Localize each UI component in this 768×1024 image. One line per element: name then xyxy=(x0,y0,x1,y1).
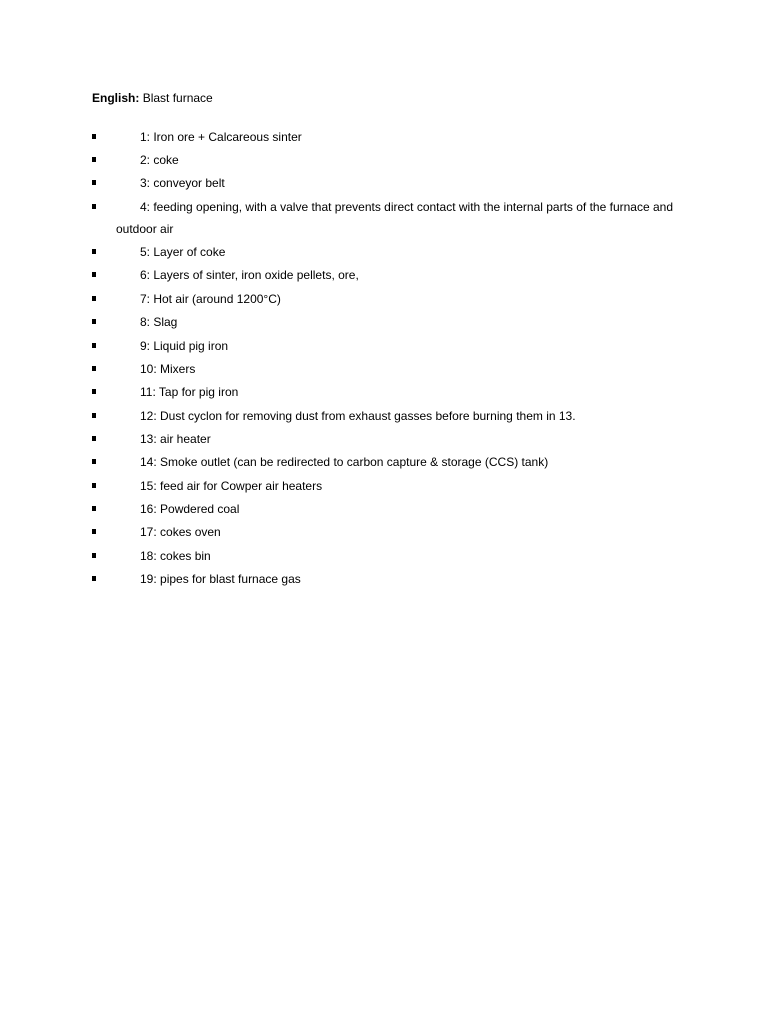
bullet-icon xyxy=(92,413,96,418)
bullet-icon xyxy=(92,506,96,511)
list-item-text: 16: Powdered coal xyxy=(140,502,240,516)
list-item-text: 3: conveyor belt xyxy=(140,176,225,190)
bullet-icon xyxy=(92,576,96,581)
list-item-text: 13: air heater xyxy=(140,432,211,446)
bullet-icon xyxy=(92,343,96,348)
list-item-text: 18: cokes bin xyxy=(140,549,211,563)
list-item-text: 1: Iron ore + Calcareous sinter xyxy=(140,130,302,144)
bullet-icon xyxy=(92,436,96,441)
list-item-text: 14: Smoke outlet (can be redirected to carbon capture & storage (CCS) tank) xyxy=(140,455,549,469)
list-item-text: 5: Layer of coke xyxy=(140,245,226,259)
bullet-icon xyxy=(92,389,96,394)
bullet-icon xyxy=(92,180,96,185)
list-item-text: 15: feed air for Cowper air heaters xyxy=(140,479,323,493)
list-item-text: 12: Dust cyclon for removing dust from exhaust gasses before burning them in 13. xyxy=(140,409,576,423)
bullet-icon xyxy=(92,319,96,324)
list-item-text: 6: Layers of sinter, iron oxide pellets, ore, xyxy=(140,268,359,282)
list-item-text: 2: coke xyxy=(140,153,179,167)
bullet-icon xyxy=(92,249,96,254)
list-item-text: 19: pipes for blast furnace gas xyxy=(140,572,301,586)
list-item-text: 11: Tap for pig iron xyxy=(140,385,239,399)
bullet-icon xyxy=(92,272,96,277)
heading-language-label: English: xyxy=(92,91,140,105)
list-item-text: 4: feeding opening, with a valve that prevents direct contact with the internal parts of the furnace and xyxy=(140,200,673,214)
bullet-icon xyxy=(92,483,96,488)
bullet-icon xyxy=(92,366,96,371)
list-item-text: 8: Slag xyxy=(140,315,178,329)
heading-title: Blast furnace xyxy=(142,91,213,105)
bullet-icon xyxy=(92,459,96,464)
list-item-continuation: outdoor air xyxy=(116,222,174,236)
bullet-icon xyxy=(92,157,96,162)
list-item-text: 17: cokes oven xyxy=(140,525,221,539)
bullet-icon xyxy=(92,134,96,139)
bullet-icon xyxy=(92,529,96,534)
list-item-text: 7: Hot air (around 1200°C) xyxy=(140,292,281,306)
bullet-icon xyxy=(92,296,96,301)
list-item-text: 9: Liquid pig iron xyxy=(140,339,229,353)
bullet-icon xyxy=(92,553,96,558)
bullet-icon xyxy=(92,204,96,209)
list-item-text: 10: Mixers xyxy=(140,362,196,376)
